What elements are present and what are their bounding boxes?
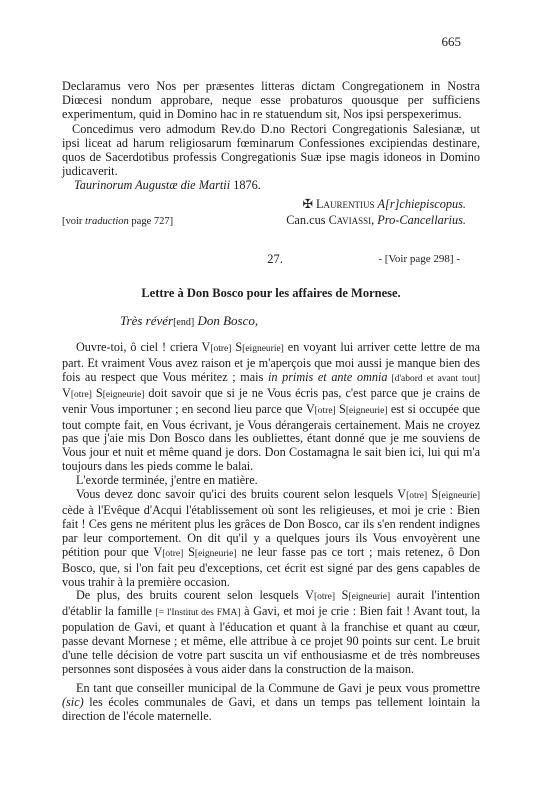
letter-body: [62, 341, 480, 724]
page-number: 665: [441, 34, 461, 49]
letter-paragraph-1: Ouvre-toi, ô ciel ! criera V[otre] S[eigneurie] en voyant lui arriver cette lettre de ma part. Et vraiment Vous avez raison et je m'aperçois que moi aussi je manque bien des fois au respect que Vous méritez ; mais in primis et ante omnia [d'abord et avant tout] V[otre] S[eigneurie] doit savoir que si je ne Vous écris pas, c'est parce que je crains de venir Vous importuner ; en second lieu parce que V[otre] S[eigneurie] est si occupée que tout compte fait, en Vous écrivant, je Vous dérangerais certainement. Mais ne croyez pas que j'aie mis Don Bosco dans les oubliettes, étant donné que je me souviens de Vous jour et nuit et même quand je dors. Don Costamagna le sait bien ici, lui qui m'a toujours dans les pieds comme le balai.: [62, 340, 481, 474]
latin-paragraph-1: Declaramus vero Nos per præsentes litteras dictam Congregationem in Nostra Diœcesi nondum approbare, neque esse probaturos quousque per sufficiens experimentum, quid in Domino hac in re statuendum sit, Nos ipsi perspexerimus.: [62, 79, 480, 122]
letter-paragraph-5: En tant que conseiller municipal de la Commune de Gavi je peux vous promettre (sic) les écoles communales de Gavi, et dans un temps pas tellement lointain la direction de l'école maternelle.: [62, 680, 480, 723]
chancellor-name: Caviassi: [328, 213, 372, 227]
signature-block: [62, 196, 480, 230]
document-number: 27.: [267, 252, 283, 266]
signatory-title: A[r]chiepiscopus.: [377, 197, 466, 211]
salutation: [120, 313, 258, 329]
ref-word: traduction: [85, 216, 129, 227]
letter-paragraph-2: L'exorde terminée, j'entre en matière.: [76, 473, 258, 488]
ref-prefix: [voir: [62, 216, 86, 227]
signature-chancellor: Can.cus Caviassi, Pro-Cancellarius.: [286, 213, 466, 227]
translation-reference: [62, 214, 173, 230]
salutation-bracket: [end]: [173, 317, 195, 328]
dateline-year: 1876.: [230, 178, 261, 193]
latin-paragraph-2: Concedimus vero admodum Rev.do D.no Rectori Congregationis Salesianæ, ut ipsi liceat ad harum religiosarum fœminarum Confessiones excipiendas destinare, quos de Sacerdotibus professis Congregationis Suæ ipse magis idoneos in Domino judicaverit.: [62, 121, 480, 179]
latin-decree: [62, 79, 480, 193]
salutation-start: Très révér: [120, 313, 174, 328]
letter-paragraph-4: De plus, des bruits courent selon lesquels V[otre] S[eigneurie] aurait l'intention d'établir la famille [= l'Institut des FMA] à Gavi, et moi je crie : Bien fait ! Avant tout, la population de Gavi, et quant à l'éducation et quant à la franchise et quant au cœur, passe devant Mornese ; et même, elle attribue à ce projet 90 points sur cent. Le bruit d'une telle décision de votre part suscita un vif enthousiasme et de très nombreuses personnes sont disposées à vous aider dans la construction de la maison.: [62, 588, 480, 676]
letter-title: Lettre à Don Bosco pour les affaires de Mornese.: [141, 286, 401, 300]
letter-paragraph-3: Vous devez donc savoir qu'ici des bruits courent selon lesquels V[otre] S[eigneurie] cède à l'Evêque d'Acqui l'établissement où sont les religieuses, et moi je crie : Bien fait ! Ces gens ne méritent plus les grâces de Don Bosco, car ils s'en rendent indignes par leur comportement. On dit qu'il y a quelques jours ils Vous envoyèrent une pétition pour que V[otre] S[eigneurie] ne leur fasse pas ce tort ; mais retenez, ô Don Bosco, que, si l'on fait peu d'exceptions, cet écrit est signé par des gens capables de vous trahir à la première occasion.: [62, 487, 480, 589]
cross-icon: ✠: [302, 197, 313, 211]
dateline: [62, 178, 480, 192]
dateline-place: Taurinorum Augustæ die Martii: [74, 178, 231, 193]
signatory-name: Laurentius: [315, 197, 375, 211]
signature-archbishop: [62, 196, 480, 212]
ref-page: page 727]: [128, 216, 174, 227]
chancellor-title: Pro-Cancellarius.: [377, 213, 466, 227]
page-reference: - [Voir page 298] -: [378, 253, 460, 265]
canon-prefix: Can.cus: [286, 213, 329, 227]
salutation-end: Don Bosco,: [194, 313, 259, 328]
